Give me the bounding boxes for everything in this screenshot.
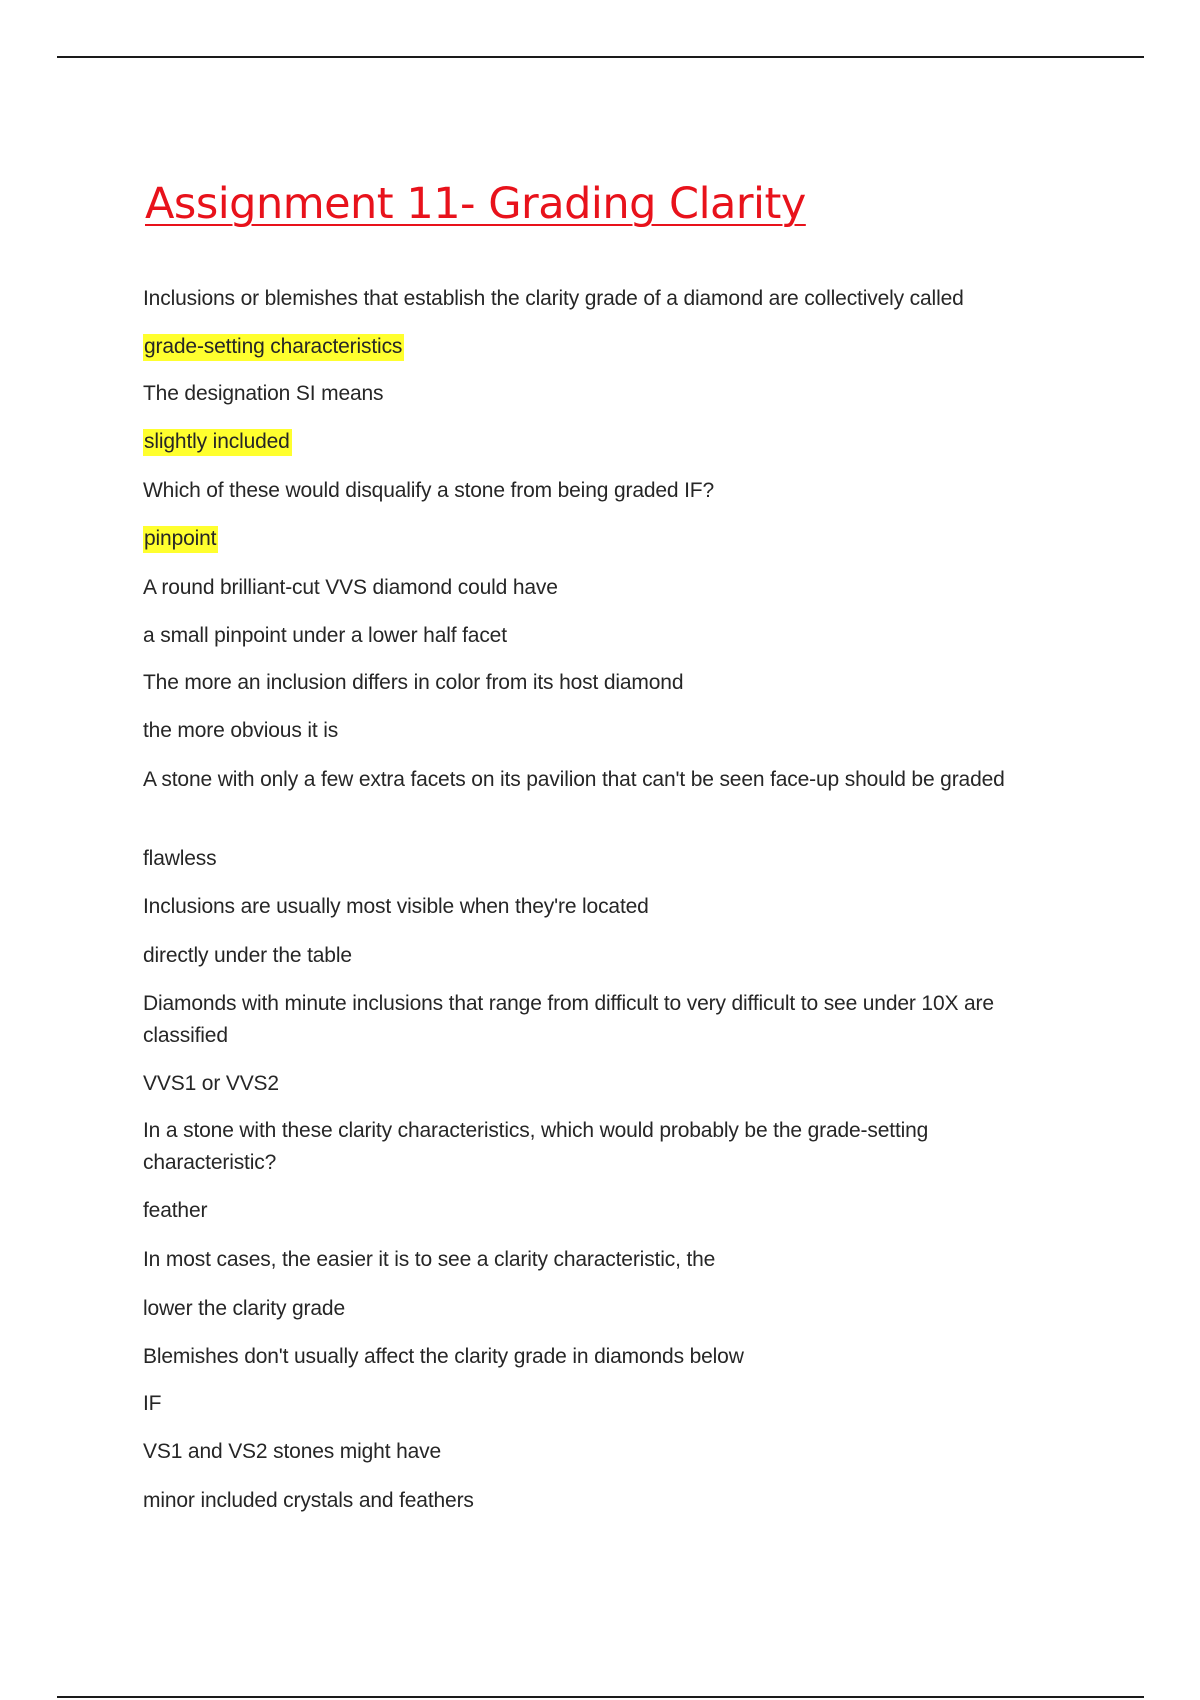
answer-10: lower the clarity grade [143,1297,345,1320]
answer-1 [143,331,404,363]
question-4: A round brilliant-cut VVS diamond could have [143,576,558,599]
bottom-rule [57,1696,1144,1698]
question-6: A stone with only a few extra facets on its pavilion that can't be seen face-up should be graded [143,768,1005,791]
answer-7: directly under the table [143,944,352,967]
question-12: VS1 and VS2 stones might have [143,1440,442,1463]
question-2: The designation SI means [143,382,384,405]
question-7: Inclusions are usually most visible when they're located [143,895,649,918]
answer-highlight: grade-setting characteristics [143,334,404,361]
document-title: Assignment 11- Grading Clarity [145,179,806,229]
answer-11: IF [143,1392,162,1415]
answer-8: VVS1 or VVS2 [143,1072,279,1095]
answer-4: a small pinpoint under a lower half facet [143,624,507,647]
answer-highlight: slightly included [143,429,292,456]
question-5: The more an inclusion differs in color from its host diamond [143,671,684,694]
answer-6: flawless [143,847,217,870]
question-1: Inclusions or blemishes that establish the clarity grade of a diamond are collectively called [143,287,964,310]
question-3: Which of these would disqualify a stone from being graded IF? [143,479,715,502]
question-10: In most cases, the easier it is to see a clarity characteristic, the [143,1248,716,1271]
top-rule [57,56,1144,58]
answer-highlight: pinpoint [143,526,218,553]
answer-12: minor included crystals and feathers [143,1489,474,1512]
question-9: In a stone with these clarity characteristics, which would probably be the grade-setting characteristic? [143,1119,929,1174]
answer-2 [143,426,292,458]
answer-3 [143,523,218,555]
question-8: Diamonds with minute inclusions that range from difficult to very difficult to see under 10X are classified [143,992,994,1047]
answer-5: the more obvious it is [143,719,339,742]
question-11: Blemishes don't usually affect the clarity grade in diamonds below [143,1345,744,1368]
answer-9: feather [143,1199,208,1222]
